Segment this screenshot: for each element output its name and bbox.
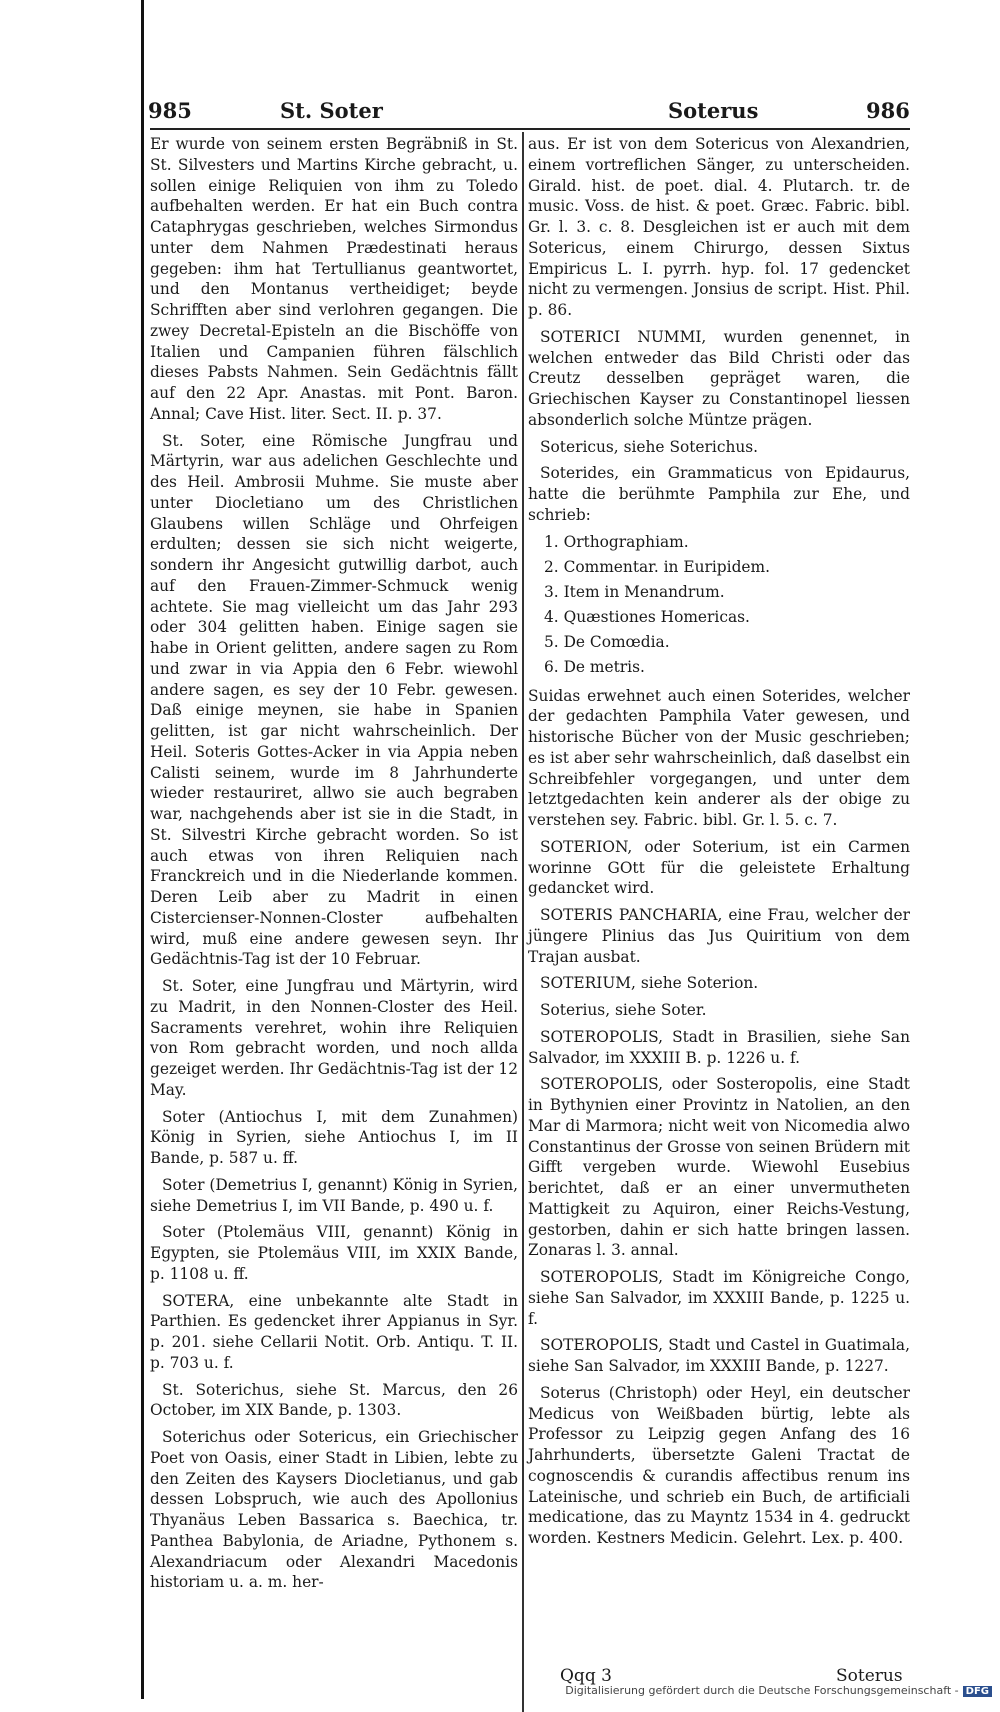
entry-soteropolis-brasilien: SOTEROPOLIS, Stadt in Brasilien, siehe San Salvador, im XXXIII B. p. 1226 u. f.	[528, 1027, 910, 1067]
column-divider	[522, 132, 524, 1712]
entry-soteris-pancharia: SOTERIS PANCHARIA, eine Frau, welcher der jüngere Plinius das Jus Quiritium von dem Trajan ausbat.	[528, 906, 910, 966]
entry-soterium: SOTERIUM, siehe Soterion.	[540, 974, 759, 993]
entry-st-soter-virgin: St. Soter, eine Römische Jungfrau und Märtyrin, war aus adelichen Geschlechte und des Heil. Ambrosii Muhme. Sie muste aber unter Diocletiano um des Christlichen Glaubens willen Schläge und Ohrfeigen erdulten; dessen sie sich nicht weigerte, sondern ihr Angesicht gutwillig darbot, auch auf den Frauen-Zimmer-Schmuck wenig achtete. Sie mag vielleicht um das Jahr 293 oder 304 gelitten haben. Einige sagen sie habe in Orient gelitten, andere sagen zu Rom und zwar in via Appia den 6 Febr. wiewohl andere sagen, es sey der 10 Febr. gewesen. Daß einige meynen, sie habe in Spanien gelitten, ist gar nicht wahrscheinlich. Der Heil. Soteris Gottes-Acker in via Appia neben Calisti seinem, wurde im 8 Jahrhunderte wieder restauriret, allwo sie auch begraben war, nachgehends aber ist sie in die Stadt, in St. Silvestri Kirche gebracht worden. So ist auch etwas von ihren Reliquien nach Franckreich und in die Niederlande kommen. Deren Leib aber zu Madrit in einen Cistercienser-Nonnen-Closter aufbehalten wird, muß eine andere gewesen seyn. Ihr Gedächtnis-Tag ist der 10 Februar.	[150, 431, 518, 969]
entry-sotera: SOTERA, eine unbekannte alte Stadt in Parthien. Es gedencket ihrer Appianus in Syr. p. 201. siehe Cellarii Notit. Orb. Antiqu. T. II. p. 703 u. f.	[150, 1291, 518, 1372]
soterides-works-list	[544, 530, 910, 680]
list-item: 1. Orthographiam.	[544, 532, 689, 551]
credit-text: Digitalisierung gefördert durch die Deutsche Forschungsgemeinschaft -	[565, 1684, 959, 1697]
entry-suidas: Suidas erwehnet auch einen Soterides, welcher der gedachten Pamphila Vater gewesen, und historische Bücher von der Music geschrieben; es ist aber sehr wahrscheinlich, daß daselbst ein Schreibfehler vorgegangen, und unter dem letztgedachten kein anderer als der obige zu verstehen sey. Fabric. bibl. Gr. l. 5. c. 7.	[528, 686, 910, 829]
entry-soterichus-poet: Soterichus oder Sotericus, ein Griechischer Poet von Oasis, einer Stadt in Libien, lebte zu den Zeiten des Kaysers Diocletianus, und gab dessen Lobspruch, wie auch des Apollonius Thyanäus Leben Bassarica s. Baechica, tr. Panthea Babylonia, de Ariadne, Pythonem s. Alexandriacum oder Alexandri Macedonis historiam u. a. m. her-	[150, 1428, 518, 1592]
entry-soter-ptolemaeus: Soter (Ptolemäus VIII, genannt) König in Egypten, sie Ptolemäus VIII, im XXIX Bande, p. 1108 u. ff.	[150, 1223, 518, 1283]
list-item: 2. Commentar. in Euripidem.	[544, 557, 771, 576]
entry-st-soterichus: St. Soterichus, siehe St. Marcus, den 26 October, im XIX Bande, p. 1303.	[150, 1380, 518, 1420]
list-item: 5. De Comœdia.	[544, 632, 670, 651]
catchword: Soterus	[836, 1666, 903, 1686]
entry-soteropolis-guatimala: SOTEROPOLIS, Stadt und Castel in Guatimala, siehe San Salvador, im XXXIII Bande, p. 1227.	[528, 1336, 910, 1375]
left-running-title: St. Soter	[280, 98, 383, 123]
right-page-number: 986	[866, 98, 910, 123]
entry-soter-pope-cont: Er wurde von seinem ersten Begräbniß in St. St. Silvesters und Martins Kirche gebracht, u. sollen einige Reliquien von ihm zu Toledo aufbehalten werden. Er hat ein Buch contra Cataphrygas geschrieben, welches Sirmondus unter dem Nahmen Prædestinati heraus gegeben: ihm hat Tertullianus geantwortet, und den Montanus vertheidiget; beyde Schrifften aber sind verlohren gegangen. Die zwey Decretal-Episteln an die Bischöffe von Italien und Campanien führen fälschlich dieses Pabsts Nahmen. Sein Gedächtnis fällt auf den 22 Apr. Anastas. mit Pont. Baron. Annal; Cave Hist. liter. Sect. II. p. 37.	[150, 135, 518, 423]
entry-soterides: Soterides, ein Grammaticus von Epidaurus, hatte die berühmte Pamphila zur Ehe, und schrieb:	[528, 464, 910, 524]
list-item: 6. De metris.	[544, 657, 645, 676]
right-running-title: Soterus	[668, 98, 759, 123]
left-page-number: 985	[148, 98, 192, 123]
entry-soterius: Soterius, siehe Soter.	[540, 1001, 707, 1019]
signature-mark: Qqq 3	[560, 1666, 612, 1686]
header-rule	[150, 128, 910, 130]
right-column	[528, 134, 910, 1549]
page-edge-line	[141, 0, 144, 1699]
left-column	[150, 134, 518, 1593]
entry-soteropolis-congo: SOTEROPOLIS, Stadt im Königreiche Congo, siehe San Salvador, im XXXIII Bande, p. 1225 u. f.	[528, 1268, 910, 1328]
entry-soterus-christoph: Soterus (Christoph) oder Heyl, ein deutscher Medicus von Weißbaden bürtig, lebte als Professor zu Leipzig gegen Anfang des 16 Jahrhunderts, übersetzte Galeni Tractat de cognoscendis & curandis affectibus renum ins Lateinische, und schrieb ein Buch, de artificiali medicatione, das zu Mayntz 1534 in 4. gedruckt worden. Kestners Medicin. Gelehrt. Lex. p. 400.	[528, 1383, 910, 1547]
entry-soter-demetrius: Soter (Demetrius I, genannt) König in Syrien, siehe Demetrius I, im VII Bande, p. 490 u. f.	[150, 1175, 518, 1215]
entry-soterichus-cont: aus. Er ist von dem Sotericus von Alexandrien, einem vortreflichen Sänger, zu unterscheiden. Girald. hist. de poet. dial. 4. Plutarch. tr. de music. Voss. de hist. & poet. Græc. Fabric. bibl. Gr. l. 3. c. 8. Desgleichen ist er auch mit dem Sotericus, einem Chirurgo, dessen Sixtus Empiricus L. I. pyrrh. hyp. fol. 17 gedencket nicht zu vermengen. Jonsius de script. Hist. Phil. p. 86.	[528, 135, 910, 319]
list-item: 4. Quæstiones Homericas.	[544, 607, 750, 626]
entry-soteropolis-bythynien: SOTEROPOLIS, oder Sosteropolis, eine Stadt in Bythynien einer Provintz in Natolien, an den Mar di Marmora; nicht weit von Nicomedia alwo Constantinus der Grosse von seinen Brüdern mit Gifft vergeben wurde. Wiewohl Eusebius berichtet, daß er an einer unvermutheten Mattigkeit zu Aquiron, einer Reichs-Vestung, gestorben, dahin er sich hatte bringen lassen. Zonaras l. 3. annal.	[528, 1075, 910, 1260]
entry-st-soter-madrid: St. Soter, eine Jungfrau und Märtyrin, wird zu Madrit, in den Nonnen-Closter des Heil. Sacraments verehret, wohin ihre Reliquien von Rom gebracht worden, und noch allda gezeiget werden. Ihr Gedächtnis-Tag ist der 12 May.	[150, 977, 518, 1099]
list-item: 3. Item in Menandrum.	[544, 582, 725, 601]
entry-soter-antiochus: Soter (Antiochus I, mit dem Zunahmen) König in Syrien, siehe Antiochus I, im II Bande, p. 587 u. ff.	[150, 1107, 518, 1167]
entry-sotericus: Sotericus, siehe Soterichus.	[540, 437, 759, 456]
dfg-logo: DFG	[963, 1686, 992, 1697]
digitization-credit	[565, 1684, 992, 1697]
entry-soterici-nummi: SOTERICI NUMMI, wurden genennet, in welchen entweder das Bild Christi oder das Creutz desselben gepräget waren, die Griechischen Kayser zu Constantinopel liessen absonderlich solche Müntze prägen.	[528, 327, 910, 429]
entry-soterion: SOTERION, oder Soterium, ist ein Carmen worinne GOtt für die geleistete Erhaltung gedancket wird.	[528, 837, 910, 898]
